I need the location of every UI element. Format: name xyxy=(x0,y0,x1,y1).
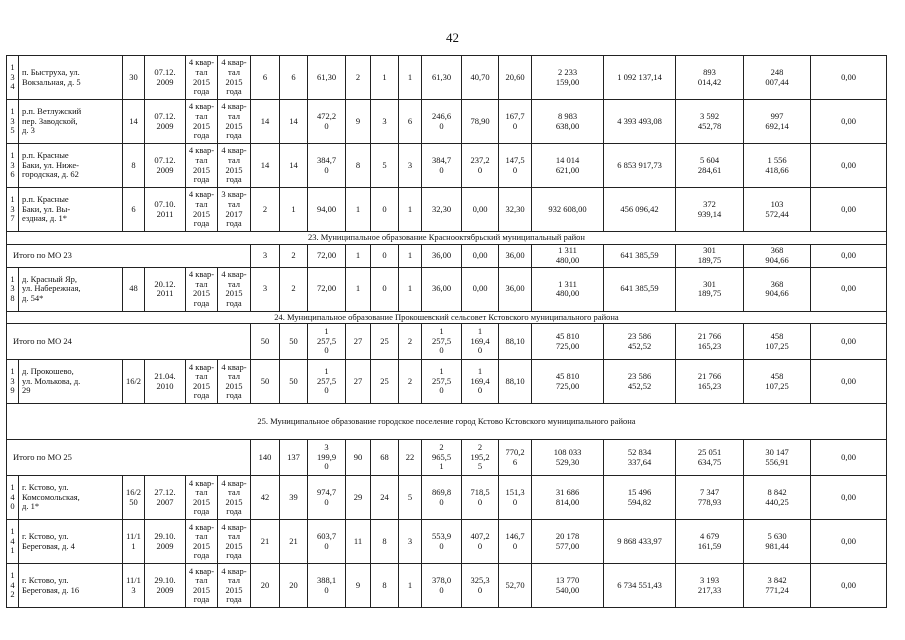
cell-premises-private: 8 xyxy=(371,520,399,564)
table-row xyxy=(7,100,887,144)
cell-premises-municipal: 1 xyxy=(399,244,422,267)
cell-deadline-date: 4 квар- тал 2015 года xyxy=(218,100,251,144)
cell-residents-resettled: 50 xyxy=(280,324,308,360)
section-title: 25. Муниципальное образование городское поселение город Кстово Кстовского муниципального района xyxy=(7,404,887,440)
cell-premises-total: 2 xyxy=(346,56,371,100)
cell-num: 1 4 0 xyxy=(7,476,19,520)
cell-num: 1 3 8 xyxy=(7,267,19,311)
cell-fund-contribution: 1 092 137,14 xyxy=(604,56,676,100)
cell-premises-total: 27 xyxy=(346,360,371,404)
total-label: Итого по МО 24 xyxy=(7,324,251,360)
cell-plan-date: 4 квар- тал 2015 года xyxy=(186,56,218,100)
cell-local-budget: 30 147 556,91 xyxy=(744,440,811,476)
cell-plan-date: 4 квар- тал 2015 года xyxy=(186,144,218,188)
cell-premises-private: 0 xyxy=(371,244,399,267)
cell-area-municipal: 52,70 xyxy=(499,564,532,608)
cell-recognition-date: 20.12. 2011 xyxy=(145,267,186,311)
cell-premises-total: 29 xyxy=(346,476,371,520)
cell-area-total: 61,30 xyxy=(308,56,346,100)
cell-area-private: 2 195,2 5 xyxy=(462,440,499,476)
cell-premises-municipal: 3 xyxy=(399,144,422,188)
cell-address: р.п. Красные Баки, ул. Вы- ездная, д. 1* xyxy=(19,188,123,232)
cell-premises-municipal: 1 xyxy=(399,564,422,608)
cell-plan-date: 4 квар- тал 2015 года xyxy=(186,476,218,520)
cell-num: 1 3 7 xyxy=(7,188,19,232)
cell-house-year: 8 xyxy=(123,144,145,188)
cell-cost-total: 2 233 159,00 xyxy=(532,56,604,100)
cell-residents-planned: 50 xyxy=(251,324,280,360)
cell-area-private: 0,00 xyxy=(462,244,499,267)
cell-recognition-date: 07.12. 2009 xyxy=(145,144,186,188)
cell-area-municipal: 147,5 0 xyxy=(499,144,532,188)
cell-num: 1 3 6 xyxy=(7,144,19,188)
cell-area-resettled: 32,30 xyxy=(422,188,462,232)
table-row xyxy=(7,564,887,608)
cell-house-year: 11/1 3 xyxy=(123,564,145,608)
cell-regional-budget: 893 014,42 xyxy=(676,56,744,100)
cell-residents-planned: 50 xyxy=(251,360,280,404)
cell-area-resettled: 1 257,5 0 xyxy=(422,324,462,360)
cell-house-year: 30 xyxy=(123,56,145,100)
cell-extra-funds: 0,00 xyxy=(811,267,887,311)
cell-residents-planned: 14 xyxy=(251,144,280,188)
cell-premises-private: 1 xyxy=(371,56,399,100)
table-row xyxy=(7,56,887,100)
cell-local-budget: 458 107,25 xyxy=(744,360,811,404)
cell-cost-total: 31 686 814,00 xyxy=(532,476,604,520)
cell-area-private: 718,5 0 xyxy=(462,476,499,520)
total-label: Итого по МО 23 xyxy=(7,244,251,267)
cell-area-private: 0,00 xyxy=(462,188,499,232)
cell-recognition-date: 29.10. 2009 xyxy=(145,520,186,564)
table-row xyxy=(7,144,887,188)
cell-area-municipal: 167,7 0 xyxy=(499,100,532,144)
cell-area-municipal: 770,2 6 xyxy=(499,440,532,476)
cell-cost-total: 8 983 638,00 xyxy=(532,100,604,144)
cell-area-resettled: 2 965,5 1 xyxy=(422,440,462,476)
cell-residents-planned: 21 xyxy=(251,520,280,564)
cell-fund-contribution: 9 868 433,97 xyxy=(604,520,676,564)
cell-fund-contribution: 6 734 551,43 xyxy=(604,564,676,608)
cell-area-total: 94,00 xyxy=(308,188,346,232)
cell-residents-planned: 2 xyxy=(251,188,280,232)
cell-cost-total: 1 311 480,00 xyxy=(532,267,604,311)
cell-premises-total: 27 xyxy=(346,324,371,360)
cell-house-year: 14 xyxy=(123,100,145,144)
cell-residents-planned: 14 xyxy=(251,100,280,144)
cell-area-municipal: 88,10 xyxy=(499,324,532,360)
cell-house-year: 48 xyxy=(123,267,145,311)
cell-num: 1 3 4 xyxy=(7,56,19,100)
cell-residents-planned: 3 xyxy=(251,244,280,267)
cell-deadline-date: 4 квар- тал 2015 года xyxy=(218,56,251,100)
cell-regional-budget: 21 766 165,23 xyxy=(676,324,744,360)
cell-residents-resettled: 137 xyxy=(280,440,308,476)
cell-plan-date: 4 квар- тал 2015 года xyxy=(186,267,218,311)
cell-extra-funds: 0,00 xyxy=(811,360,887,404)
cell-recognition-date: 07.12. 2009 xyxy=(145,100,186,144)
cell-plan-date: 4 квар- тал 2015 года xyxy=(186,520,218,564)
cell-regional-budget: 25 051 634,75 xyxy=(676,440,744,476)
cell-premises-total: 9 xyxy=(346,564,371,608)
cell-residents-resettled: 1 xyxy=(280,188,308,232)
table-row xyxy=(7,360,887,404)
cell-premises-total: 1 xyxy=(346,244,371,267)
cell-num: 1 3 5 xyxy=(7,100,19,144)
cell-cost-total: 20 178 577,00 xyxy=(532,520,604,564)
table-row xyxy=(7,476,887,520)
cell-extra-funds: 0,00 xyxy=(811,100,887,144)
cell-residents-resettled: 20 xyxy=(280,564,308,608)
cell-extra-funds: 0,00 xyxy=(811,144,887,188)
cell-cost-total: 14 014 621,00 xyxy=(532,144,604,188)
cell-extra-funds: 0,00 xyxy=(811,520,887,564)
section-row xyxy=(7,232,887,245)
cell-recognition-date: 21.04. 2010 xyxy=(145,360,186,404)
cell-regional-budget: 4 679 161,59 xyxy=(676,520,744,564)
cell-premises-total: 1 xyxy=(346,188,371,232)
cell-premises-private: 68 xyxy=(371,440,399,476)
cell-house-year: 11/1 1 xyxy=(123,520,145,564)
cell-residents-resettled: 21 xyxy=(280,520,308,564)
cell-extra-funds: 0,00 xyxy=(811,324,887,360)
cell-plan-date: 4 квар- тал 2015 года xyxy=(186,564,218,608)
cell-residents-planned: 3 xyxy=(251,267,280,311)
cell-premises-municipal: 22 xyxy=(399,440,422,476)
cell-residents-resettled: 50 xyxy=(280,360,308,404)
cell-premises-private: 5 xyxy=(371,144,399,188)
section-row xyxy=(7,404,887,440)
cell-area-resettled: 384,7 0 xyxy=(422,144,462,188)
cell-residents-planned: 140 xyxy=(251,440,280,476)
cell-premises-municipal: 1 xyxy=(399,56,422,100)
cell-local-budget: 248 007,44 xyxy=(744,56,811,100)
cell-residents-resettled: 2 xyxy=(280,244,308,267)
section-title: 23. Муниципальное образование Краснооктябрьский муниципальный район xyxy=(7,232,887,245)
cell-residents-resettled: 6 xyxy=(280,56,308,100)
cell-area-resettled: 869,8 0 xyxy=(422,476,462,520)
cell-extra-funds: 0,00 xyxy=(811,440,887,476)
cell-cost-total: 45 810 725,00 xyxy=(532,324,604,360)
cell-area-private: 0,00 xyxy=(462,267,499,311)
total-row xyxy=(7,324,887,360)
cell-local-budget: 997 692,14 xyxy=(744,100,811,144)
cell-area-resettled: 1 257,5 0 xyxy=(422,360,462,404)
cell-area-total: 603,7 0 xyxy=(308,520,346,564)
cell-area-municipal: 146,7 0 xyxy=(499,520,532,564)
cell-address: п. Быструха, ул. Вокзальная, д. 5 xyxy=(19,56,123,100)
cell-local-budget: 8 842 440,25 xyxy=(744,476,811,520)
cell-premises-total: 90 xyxy=(346,440,371,476)
total-label: Итого по МО 25 xyxy=(7,440,251,476)
cell-regional-budget: 372 939,14 xyxy=(676,188,744,232)
cell-fund-contribution: 641 385,59 xyxy=(604,244,676,267)
cell-area-resettled: 36,00 xyxy=(422,267,462,311)
cell-area-total: 72,00 xyxy=(308,267,346,311)
cell-premises-private: 0 xyxy=(371,188,399,232)
cell-address: г. Кстово, ул. Береговая, д. 16 xyxy=(19,564,123,608)
cell-local-budget: 368 904,66 xyxy=(744,267,811,311)
cell-address: г. Кстово, ул. Комсомольская, д. 1* xyxy=(19,476,123,520)
cell-cost-total: 13 770 540,00 xyxy=(532,564,604,608)
cell-recognition-date: 07.10. 2011 xyxy=(145,188,186,232)
cell-deadline-date: 4 квар- тал 2015 года xyxy=(218,476,251,520)
cell-house-year: 6 xyxy=(123,188,145,232)
cell-address: р.п. Красные Баки, ул. Ниже- городская, д. 62 xyxy=(19,144,123,188)
cell-fund-contribution: 15 496 594,82 xyxy=(604,476,676,520)
cell-area-municipal: 151,3 0 xyxy=(499,476,532,520)
cell-area-resettled: 246,6 0 xyxy=(422,100,462,144)
cell-residents-planned: 20 xyxy=(251,564,280,608)
cell-house-year: 16/2 xyxy=(123,360,145,404)
cell-fund-contribution: 4 393 493,08 xyxy=(604,100,676,144)
cell-area-private: 237,2 0 xyxy=(462,144,499,188)
cell-area-total: 72,00 xyxy=(308,244,346,267)
cell-extra-funds: 0,00 xyxy=(811,188,887,232)
cell-area-total: 388,1 0 xyxy=(308,564,346,608)
cell-area-total: 1 257,5 0 xyxy=(308,324,346,360)
cell-premises-municipal: 5 xyxy=(399,476,422,520)
cell-area-total: 384,7 0 xyxy=(308,144,346,188)
cell-fund-contribution: 6 853 917,73 xyxy=(604,144,676,188)
cell-premises-private: 0 xyxy=(371,267,399,311)
cell-premises-municipal: 3 xyxy=(399,520,422,564)
cell-area-resettled: 36,00 xyxy=(422,244,462,267)
cell-area-private: 78,90 xyxy=(462,100,499,144)
cell-cost-total: 932 608,00 xyxy=(532,188,604,232)
cell-local-budget: 368 904,66 xyxy=(744,244,811,267)
section-row xyxy=(7,311,887,324)
cell-premises-private: 25 xyxy=(371,360,399,404)
cell-regional-budget: 7 347 778,93 xyxy=(676,476,744,520)
cell-fund-contribution: 52 834 337,64 xyxy=(604,440,676,476)
cell-fund-contribution: 23 586 452,52 xyxy=(604,360,676,404)
cell-regional-budget: 301 189,75 xyxy=(676,267,744,311)
cell-area-private: 325,3 0 xyxy=(462,564,499,608)
cell-area-private: 1 169,4 0 xyxy=(462,360,499,404)
resettlement-table xyxy=(6,55,887,608)
cell-area-municipal: 36,00 xyxy=(499,267,532,311)
cell-address: г. Кстово, ул. Береговая, д. 4 xyxy=(19,520,123,564)
cell-extra-funds: 0,00 xyxy=(811,56,887,100)
cell-recognition-date: 27.12. 2007 xyxy=(145,476,186,520)
cell-residents-planned: 42 xyxy=(251,476,280,520)
cell-deadline-date: 4 квар- тал 2015 года xyxy=(218,360,251,404)
table-row xyxy=(7,520,887,564)
cell-area-municipal: 36,00 xyxy=(499,244,532,267)
cell-area-resettled: 61,30 xyxy=(422,56,462,100)
cell-fund-contribution: 641 385,59 xyxy=(604,267,676,311)
cell-area-municipal: 88,10 xyxy=(499,360,532,404)
cell-cost-total: 45 810 725,00 xyxy=(532,360,604,404)
cell-premises-municipal: 2 xyxy=(399,324,422,360)
cell-fund-contribution: 456 096,42 xyxy=(604,188,676,232)
cell-deadline-date: 4 квар- тал 2015 года xyxy=(218,267,251,311)
cell-residents-resettled: 2 xyxy=(280,267,308,311)
cell-plan-date: 4 квар- тал 2015 года xyxy=(186,100,218,144)
cell-premises-private: 25 xyxy=(371,324,399,360)
cell-address: р.п. Ветлужский пер. Заводской, д. 3 xyxy=(19,100,123,144)
section-title: 24. Муниципальное образование Прокошевский сельсовет Кстовского муниципального района xyxy=(7,311,887,324)
cell-premises-private: 8 xyxy=(371,564,399,608)
cell-premises-total: 1 xyxy=(346,267,371,311)
cell-deadline-date: 4 квар- тал 2015 года xyxy=(218,564,251,608)
cell-extra-funds: 0,00 xyxy=(811,244,887,267)
cell-area-private: 40,70 xyxy=(462,56,499,100)
table-row xyxy=(7,267,887,311)
cell-area-total: 472,2 0 xyxy=(308,100,346,144)
cell-deadline-date: 4 квар- тал 2015 года xyxy=(218,144,251,188)
cell-house-year: 16/2 50 xyxy=(123,476,145,520)
cell-extra-funds: 0,00 xyxy=(811,476,887,520)
cell-recognition-date: 07.12. 2009 xyxy=(145,56,186,100)
cell-address: д. Прокошево, ул. Молькова, д. 29 xyxy=(19,360,123,404)
cell-plan-date: 4 квар- тал 2015 года xyxy=(186,360,218,404)
cell-cost-total: 1 311 480,00 xyxy=(532,244,604,267)
cell-plan-date: 4 квар- тал 2015 года xyxy=(186,188,218,232)
cell-local-budget: 3 842 771,24 xyxy=(744,564,811,608)
cell-num: 1 4 2 xyxy=(7,564,19,608)
cell-local-budget: 1 556 418,66 xyxy=(744,144,811,188)
cell-residents-resettled: 39 xyxy=(280,476,308,520)
cell-recognition-date: 29.10. 2009 xyxy=(145,564,186,608)
cell-extra-funds: 0,00 xyxy=(811,564,887,608)
cell-regional-budget: 5 604 284,61 xyxy=(676,144,744,188)
cell-premises-private: 24 xyxy=(371,476,399,520)
cell-area-private: 407,2 0 xyxy=(462,520,499,564)
cell-local-budget: 458 107,25 xyxy=(744,324,811,360)
cell-regional-budget: 3 592 452,78 xyxy=(676,100,744,144)
table-row xyxy=(7,188,887,232)
cell-premises-total: 8 xyxy=(346,144,371,188)
cell-residents-planned: 6 xyxy=(251,56,280,100)
cell-area-private: 1 169,4 0 xyxy=(462,324,499,360)
cell-num: 1 4 1 xyxy=(7,520,19,564)
cell-cost-total: 108 033 529,30 xyxy=(532,440,604,476)
cell-area-municipal: 32,30 xyxy=(499,188,532,232)
page-number: 42 xyxy=(446,30,459,45)
cell-regional-budget: 301 189,75 xyxy=(676,244,744,267)
cell-area-municipal: 20,60 xyxy=(499,56,532,100)
cell-regional-budget: 3 193 217,33 xyxy=(676,564,744,608)
cell-residents-resettled: 14 xyxy=(280,100,308,144)
cell-area-resettled: 553,9 0 xyxy=(422,520,462,564)
cell-local-budget: 5 630 981,44 xyxy=(744,520,811,564)
cell-area-resettled: 378,0 0 xyxy=(422,564,462,608)
cell-residents-resettled: 14 xyxy=(280,144,308,188)
cell-premises-municipal: 6 xyxy=(399,100,422,144)
cell-area-total: 974,7 0 xyxy=(308,476,346,520)
cell-premises-municipal: 1 xyxy=(399,188,422,232)
cell-premises-municipal: 2 xyxy=(399,360,422,404)
total-row xyxy=(7,440,887,476)
cell-premises-municipal: 1 xyxy=(399,267,422,311)
cell-regional-budget: 21 766 165,23 xyxy=(676,360,744,404)
cell-premises-total: 9 xyxy=(346,100,371,144)
cell-fund-contribution: 23 586 452,52 xyxy=(604,324,676,360)
cell-premises-private: 3 xyxy=(371,100,399,144)
cell-area-total: 1 257,5 0 xyxy=(308,360,346,404)
cell-area-total: 3 199,9 0 xyxy=(308,440,346,476)
cell-premises-total: 11 xyxy=(346,520,371,564)
cell-address: д. Красный Яр, ул. Набережная, д. 54* xyxy=(19,267,123,311)
cell-deadline-date: 3 квар- тал 2017 года xyxy=(218,188,251,232)
cell-deadline-date: 4 квар- тал 2015 года xyxy=(218,520,251,564)
cell-local-budget: 103 572,44 xyxy=(744,188,811,232)
cell-num: 1 3 9 xyxy=(7,360,19,404)
total-row xyxy=(7,244,887,267)
